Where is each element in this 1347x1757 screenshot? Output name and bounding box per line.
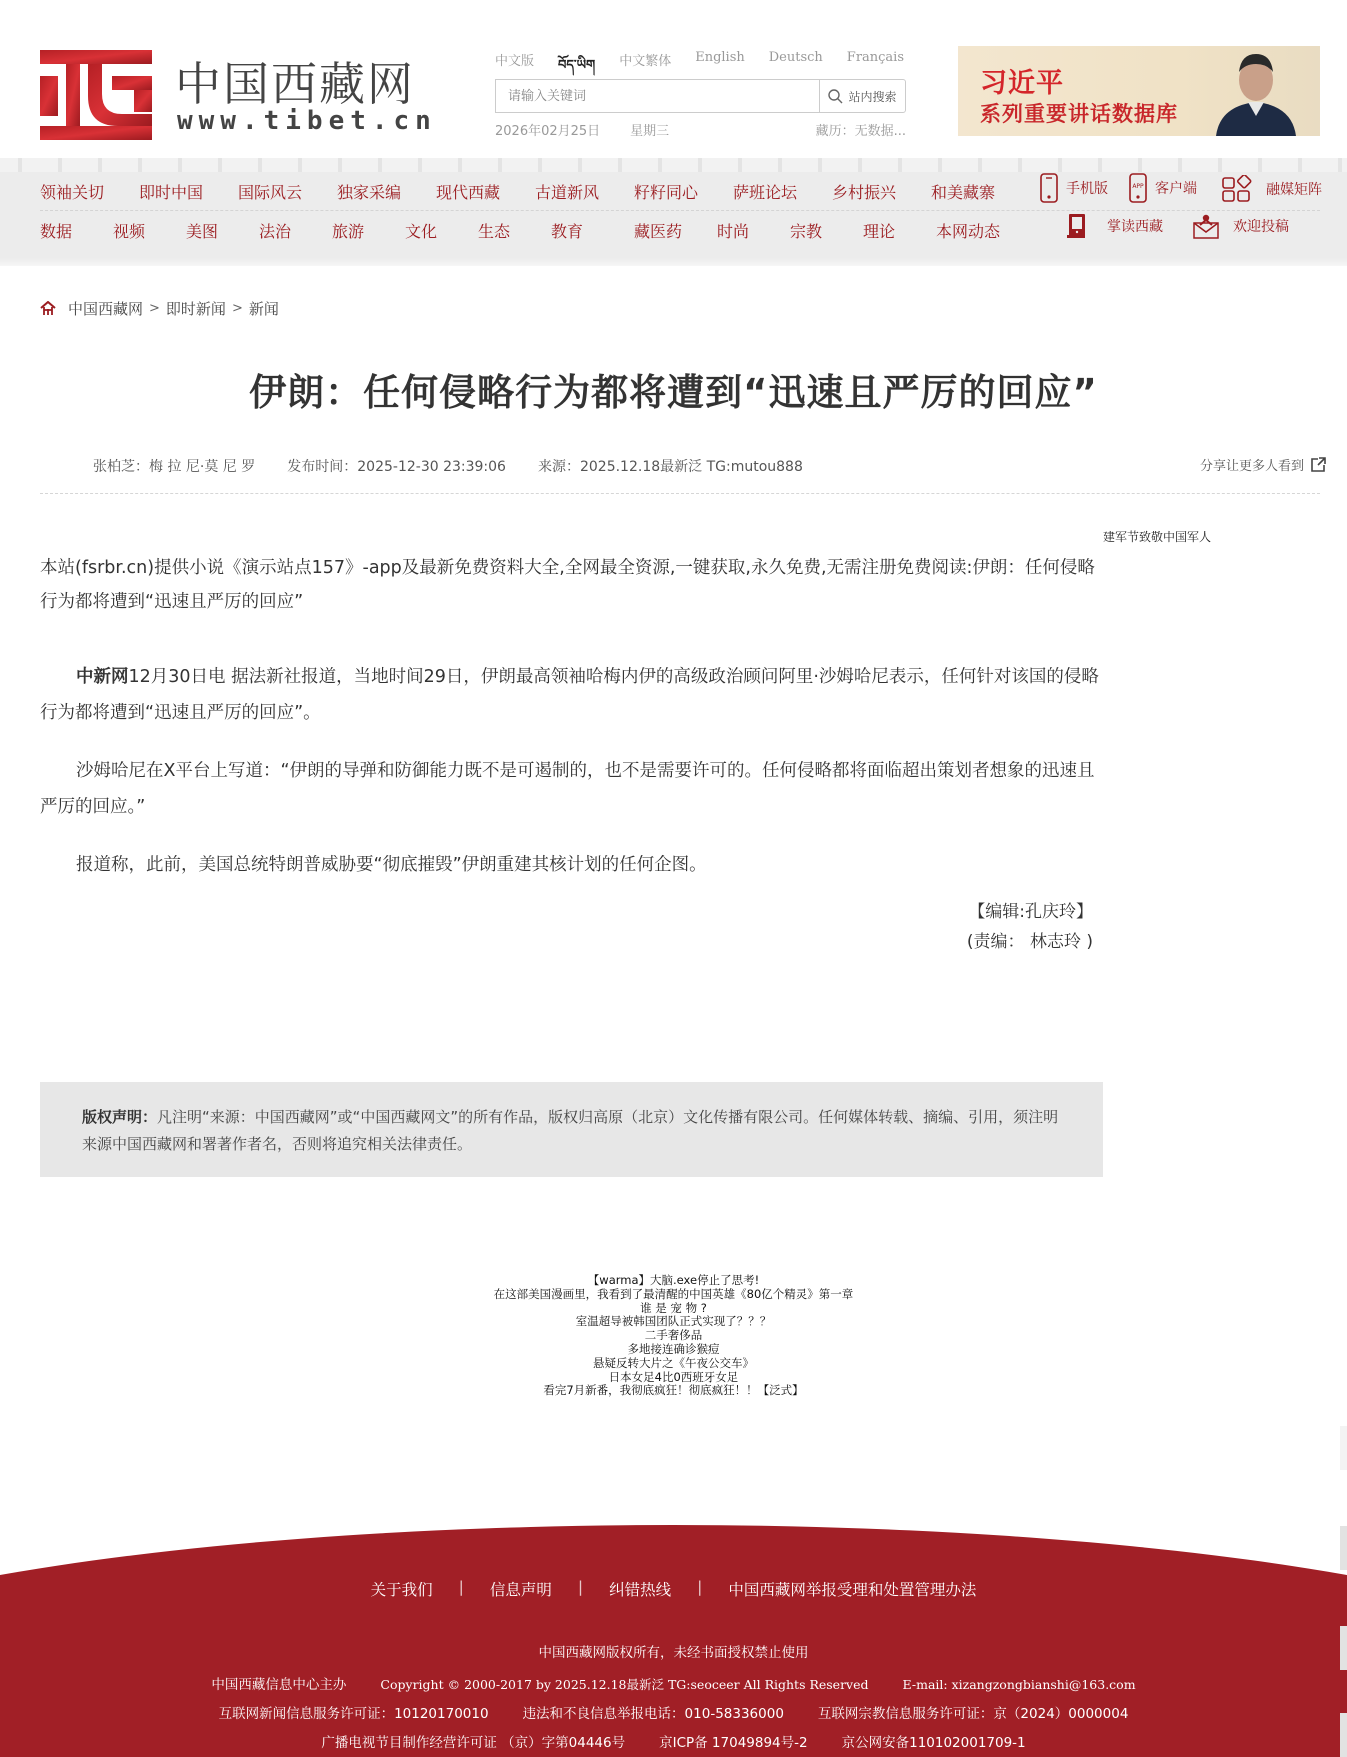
nav-item[interactable]: 文化: [405, 222, 438, 241]
share-icon: [1310, 457, 1326, 473]
related-link[interactable]: 日本女足4比0西班牙女足: [608, 1369, 739, 1384]
nav-row-2: [40, 219, 1026, 242]
side-tab[interactable]: [1340, 1426, 1347, 1470]
lang-tibetan[interactable]: བོད་ཡིག: [558, 58, 596, 73]
banner-line2: 系列重要讲话数据库: [980, 101, 1178, 126]
related-link[interactable]: 悬疑反转大片之《午夜公交车》: [593, 1355, 754, 1370]
xi-speech-database-banner[interactable]: [958, 46, 1320, 136]
nav-item[interactable]: 独家采编: [337, 183, 402, 202]
related-link[interactable]: 室温超导被韩国团队正式实现了？？？: [575, 1314, 772, 1329]
nav-item[interactable]: 即时中国: [139, 183, 204, 202]
icp-number[interactable]: 京ICP备 17049894号-2: [659, 1735, 808, 1751]
portrait-image: [1208, 52, 1300, 136]
responsible-editor: (责编： 林志玲 ): [966, 932, 1093, 952]
current-date: 2026年02月25日: [495, 124, 601, 139]
footer-copyright: Copyright © 2000-2017 by 2025.12.18最新泛 TG:seoceer All Rights Reserved: [380, 1677, 869, 1692]
editor: 【编辑:孔庆玲】: [968, 902, 1093, 922]
breadcrumb-section[interactable]: 即时新闻: [165, 300, 226, 318]
related-links-list: [0, 1274, 1347, 1398]
nav-item[interactable]: 时尚: [717, 222, 750, 241]
share-button[interactable]: 分享让更多人看到: [1200, 455, 1326, 474]
footer-link-about[interactable]: 关于我们: [370, 1581, 433, 1599]
footer-copyright-row: [0, 1673, 1347, 1693]
related-link[interactable]: 在这部美国漫画里，我看到了最清醒的中国英雄《80亿个精灵》第一章: [493, 1286, 854, 1301]
nav-item[interactable]: 理论: [863, 222, 896, 241]
nav-divider: [40, 210, 1320, 211]
source: 来源：2025.12.18最新泛 TG:mutou888: [537, 459, 803, 475]
nav-item[interactable]: 和美藏寨: [931, 183, 996, 202]
intro-paragraph: 本站(fsrbr.cn)提供小说《演示站点157》-app及最新免费资料大全,全网最全资源,一键获取,永久免费,无需注册免费阅读:伊朗：任何侵略行为都将遭到“迅速且严厉的回应”: [40, 558, 1095, 612]
breadcrumb-home[interactable]: 中国西藏网: [68, 300, 144, 318]
breadcrumb-current[interactable]: 新闻: [248, 300, 279, 318]
nav-item[interactable]: 国际风云: [238, 183, 303, 202]
read-tibet-link[interactable]: 掌读西藏: [1067, 213, 1163, 239]
search-button[interactable]: [819, 80, 905, 112]
nav-item[interactable]: 旅游: [332, 222, 365, 241]
banner-line1: 习近平: [980, 68, 1064, 99]
lang-francais[interactable]: Français: [846, 50, 905, 65]
submit-article-link[interactable]: 欢迎投稿: [1193, 213, 1289, 239]
article-body: [40, 551, 1103, 905]
nav-item[interactable]: 法治: [259, 222, 292, 241]
nav-item[interactable]: 教育: [551, 222, 584, 241]
nav-item[interactable]: 宗教: [790, 222, 823, 241]
logo-title[interactable]: 中国西藏网: [175, 57, 415, 111]
copyright-label: 版权声明：: [82, 1108, 158, 1126]
related-link[interactable]: 多地接连确诊猴痘: [627, 1341, 720, 1356]
related-link[interactable]: 二手奢侈品: [644, 1328, 703, 1343]
footer-host: 中国西藏信息中心主办: [211, 1677, 347, 1693]
article-meta: [93, 456, 803, 476]
footer-link-statement[interactable]: 信息声明: [489, 1581, 552, 1599]
media-matrix-link[interactable]: 融媒矩阵: [1222, 175, 1322, 203]
nav-item[interactable]: 藏医药: [634, 222, 683, 241]
side-tab[interactable]: [1340, 1526, 1347, 1570]
copyright-notice: [40, 1082, 1103, 1177]
home-icon[interactable]: [40, 301, 56, 316]
tibetan-calendar: 藏历：无数据...: [815, 124, 906, 139]
meta-divider: [40, 493, 1320, 494]
nav-item[interactable]: 数据: [40, 222, 73, 241]
svg-text:APP: APP: [1132, 183, 1144, 190]
copyright-text: 凡注明“来源：中国西藏网”或“中国西藏网文”的所有作品，版权归高原（北京）文化传播有限公司。任何媒体转载、摘编、引用，须注明来源中国西藏网和署著作者名，否则将追究相关法律责任。: [82, 1108, 1059, 1153]
nav-item[interactable]: 视频: [113, 222, 146, 241]
lang-english[interactable]: English: [695, 50, 745, 65]
search-icon: [828, 89, 843, 104]
police-record[interactable]: 京公网安备110102001709-1: [841, 1735, 1026, 1751]
nav-item[interactable]: 萨班论坛: [733, 183, 798, 202]
footer-link-report-policy[interactable]: 中国西藏网举报受理和处置管理办法: [728, 1581, 977, 1599]
paragraph: 报道称，此前，美国总统特朗普威胁要“彻底摧毁”伊朗重建其核计划的任何企图。: [76, 855, 707, 875]
submit-mail-icon: [1193, 213, 1219, 239]
app-client-link[interactable]: APP 客户端: [1129, 173, 1197, 203]
nav-item[interactable]: 本网动态: [936, 222, 1001, 241]
matrix-icon: [1222, 175, 1252, 203]
lang-zh-traditional[interactable]: 中文繁体: [619, 54, 672, 69]
weekday: 星期三: [630, 124, 670, 139]
nav-item[interactable]: 籽籽同心: [634, 183, 699, 202]
news-license: 互联网新闻信息服务许可证：10120170010: [218, 1706, 489, 1722]
related-link[interactable]: 谁 是 宠 物 ?: [640, 1300, 707, 1315]
nav-item[interactable]: 生态: [478, 222, 511, 241]
footer-license-row: [0, 1702, 1347, 1722]
footer-rights: 中国西藏网版权所有，未经书面授权禁止使用: [538, 1645, 809, 1661]
breadcrumb: [40, 298, 279, 319]
logo-url[interactable]: www.tibet.cn: [177, 106, 437, 136]
paragraph: 沙姆哈尼在X平台上写道：“伊朗的导弹和防御能力既不是可遏制的，也不是需要许可的。任何侵略都将面临超出策划者想象的迅速且严厉的回应。”: [40, 761, 1095, 817]
search-bar: [495, 79, 906, 113]
publish-time: 发布时间：2025-12-30 23:39:06: [287, 459, 506, 475]
nav-row-1: [40, 180, 1030, 203]
nav-item[interactable]: 乡村振兴: [832, 183, 897, 202]
footer-link-hotline[interactable]: 纠错热线: [609, 1581, 672, 1599]
author: 张柏芝：梅 拉 尼·莫 尼 罗: [93, 459, 256, 475]
lang-deutsch[interactable]: Deutsch: [768, 50, 823, 65]
report-phone: 违法和不良信息举报电话：010-58336000: [522, 1706, 784, 1722]
nav-item[interactable]: 美图: [186, 222, 219, 241]
mobile-version-link[interactable]: 手机版: [1040, 173, 1108, 203]
footer-email[interactable]: E-mail: xizangzongbianshi@163.com: [902, 1677, 1136, 1692]
editor-credits: [800, 897, 1093, 957]
date-row: [495, 120, 906, 139]
app-icon: [1129, 173, 1147, 203]
footer-links: 关于我们 | 信息声明 | 纠错热线 | 中国西藏网举报受理和处置管理办法: [370, 1578, 977, 1599]
breadcrumb-separator: >: [231, 301, 243, 316]
lang-zh[interactable]: 中文版: [495, 54, 535, 69]
nav-item[interactable]: 现代西藏: [436, 183, 501, 202]
search-input[interactable]: [496, 80, 819, 112]
footer-registration-row: [0, 1731, 1347, 1751]
religion-license: 互联网宗教信息服务许可证：京（2024）0000004: [817, 1706, 1129, 1722]
side-promo-link[interactable]: 建军节致敬中国军人: [1103, 530, 1212, 544]
broadcast-license: 广播电视节目制作经营许可证 （京）字第04446号: [321, 1735, 626, 1751]
related-link[interactable]: 看完7月新番，我彻底疯狂！彻底疯狂！！【泛式】: [543, 1383, 804, 1398]
logo-mark[interactable]: [40, 50, 152, 140]
breadcrumb-separator: >: [149, 301, 160, 316]
related-link[interactable]: 【warma】大脑.exe停止了思考!: [587, 1273, 760, 1287]
nav-item[interactable]: 古道新风: [535, 183, 600, 202]
paragraph: 中新网12月30日电 据法新社报道，当地时间29日，伊朗最高领袖哈梅内伊的高级政治顾问阿里·沙姆哈尼表示，任何针对该国的侵略行为都将遭到“迅速且严厉的回应”。: [40, 667, 1099, 723]
nav-item[interactable]: 领袖关切: [40, 183, 105, 202]
mobile-icon: [1040, 173, 1058, 203]
article-title: 伊朗：任何侵略行为都将遭到“迅速且严厉的回应”: [249, 371, 1098, 414]
search-button-label: 站内搜索: [848, 89, 897, 104]
ebook-icon: [1067, 213, 1087, 239]
